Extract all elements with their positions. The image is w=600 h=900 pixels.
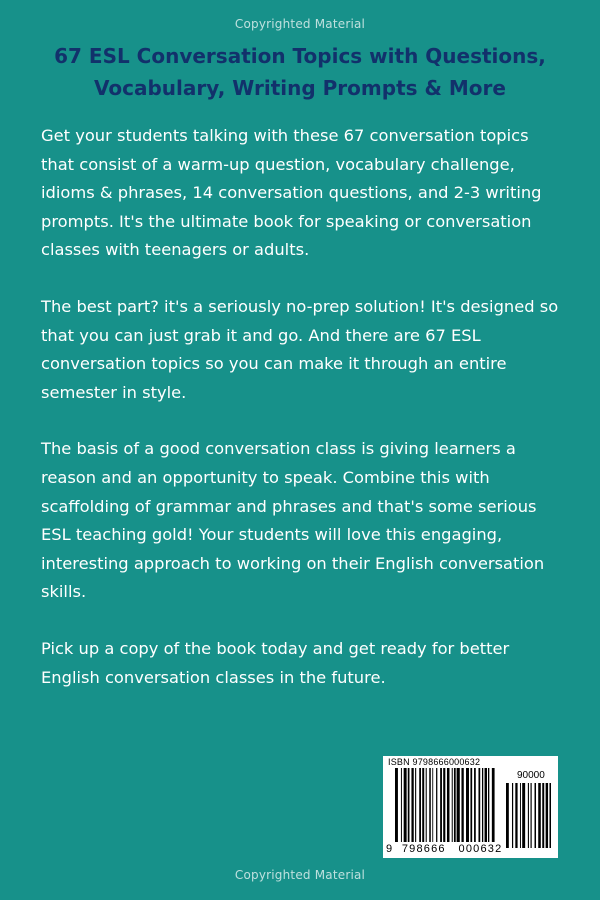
price-code: 90000 bbox=[517, 770, 545, 781]
book-title-line-1: 67 ESL Conversation Topics with Questions, bbox=[54, 44, 546, 68]
ean-right-digits: 000632 bbox=[458, 843, 503, 855]
ean-bars bbox=[395, 768, 495, 842]
addon-bars bbox=[506, 783, 551, 848]
copyright-watermark-bottom: Copyrighted Material bbox=[234, 868, 366, 882]
ean-first-digit: 9 bbox=[386, 843, 394, 855]
book-title-line-2: Vocabulary, Writing Prompts & More bbox=[94, 76, 506, 100]
copyright-watermark-top: Copyrighted Material bbox=[234, 17, 366, 31]
description-paragraph-3: The basis of a good conversation class is giving learners a reason and an opportunity to speak. Combine this with scaffolding of grammar and phrases and that's some serious ESL teaching gold! Your students will love this engaging, interesting approach to working on their English conversation skills. bbox=[41, 439, 545, 602]
isbn-label: ISBN 9798666000632 bbox=[388, 757, 481, 767]
isbn-barcode bbox=[383, 756, 558, 858]
ean-digits bbox=[386, 843, 502, 855]
description-paragraph-4: Pick up a copy of the book today and get ready for better English conversation classes in the future. bbox=[41, 638, 510, 687]
description-paragraph-2: The best part? it's a seriously no-prep solution! It's designed so that you can just grab it and go. And there are 67 ESL conversation topics so you can make it through an entire semester in style. bbox=[41, 296, 559, 402]
description-paragraph-1: Get your students talking with these 67 conversation topics that consist of a warm-up question, vocabulary challenge, idioms & phrases, 14 conversation questions, and 2-3 writing prompts. It's the ultimate book for speaking or conversation classes with teenagers or adults. bbox=[41, 126, 542, 260]
description-text bbox=[41, 122, 561, 720]
ean-left-digits: 798666 bbox=[401, 843, 446, 855]
book-title bbox=[20, 40, 580, 104]
